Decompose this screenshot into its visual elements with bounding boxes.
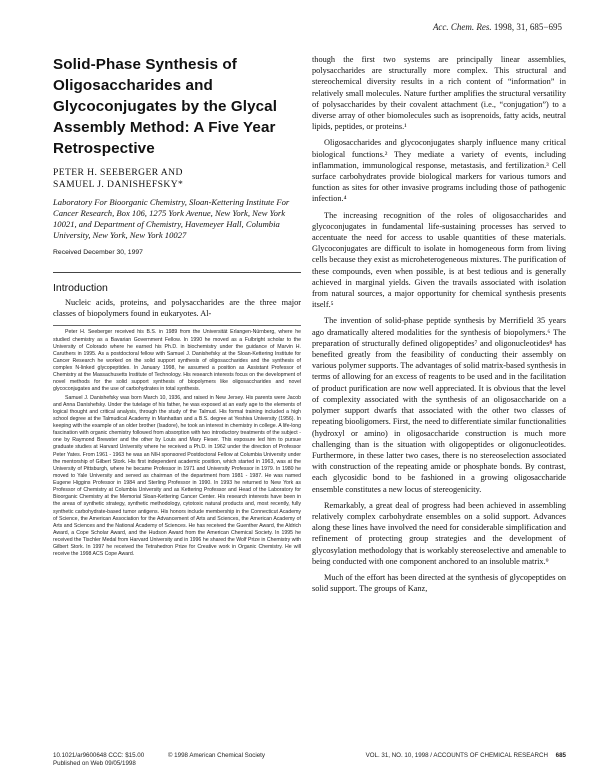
journal-header (433, 22, 562, 32)
divider (53, 272, 301, 273)
footer-right (366, 752, 566, 759)
left-column (53, 54, 301, 558)
authors (53, 167, 301, 191)
paragraph-2: Oligosaccharides and glycoconjugates sharply influence many critical biological functions.² They mediate a variety of events, including inflammation, immunological response, metastasis, and fertilization.³ Cell surface carbohydrates provide biological markers for various tumors and function as sites for other invasive programs including those of pathogenic infection.⁴ (312, 138, 566, 204)
paragraph-4: The invention of solid-phase peptide synthesis by Merrifield 35 years ago dramatically altered modalities for the synthesis of biopolymers.⁶ The preparation of structurally defined oligopeptides⁷ and oligonucleotides⁸ has benefited greatly from the feasibility of conducting their assembly on various polymer supports. The advantages of solid matrix-based synthesis in terms of allowing for an excess of reagents to be used and in the facilitation of product purification are now well appreciated. It is obvious that the level of complexity associated with the synthesis of an oligosaccharide on a polymer support dwarfs that associated with the other two classes of repeating biooligomers. First, the need to differentiate similar functionalities (hydroxyl or amino) in oligosaccharide construction is much more challenging than is the situation with oligopeptides or oligonucleotides. Furthermore, in these latter two cases, there is no stereoselection associated with construction of the repeating amide or phosphate bonds. By contrast, each glycosidic bond to be fashioned in a growing oligosaccharide ensemble constitutes a new locus of stereogenicity. (312, 316, 566, 494)
doi: 10.1021/ar9600648 CCC: $15.00 (53, 752, 145, 759)
paragraph-5: Remarkably, a great deal of progress had been achieved in assembling relatively complex carbohydrate ensembles on a solid support. Advances along these lines have involved the need for considerable simplification and refinement of protecting group strategies and the development of glycosylation methodology that is workably stereoselective and amenable to being conducted with one component anchored to an insoluble matrix.⁹ (312, 500, 566, 566)
paragraph-1: though the first two systems are principally linear assemblies, polysaccharides are structurally more complex. This structural and stereochemical diversity results in a rich content of “information” in relatively small molecules. Nature further amplifies the structural versatility of polysaccharides by their covalent attachment (i.e., “conjugation”) to a diverse array of other biomolecules such as isoprenoids, fatty acids, neutral lipids, peptides, or proteins.¹ (312, 55, 566, 132)
paragraph-6: Much of the effort has been directed at the synthesis of glycopeptides on solid support. The groups of Kanz, (312, 572, 566, 594)
article-title: Solid-Phase Synthesis of Oligosaccharides and Glycoconjugates by the Glycal Assembly Method: A Five Year Retrospective (53, 56, 278, 157)
paragraph-3: The increasing recognition of the roles of oligosaccharides and glycoconjugates in fundamental life-sustaining processes has served to accentuate the need for access to usable quantities of these materials. Glycoconjugates are difficult to isolate in homogeneous form from living cells because they exist as microheterogeneous mixtures. The purification of these compounds, even when possible, is at best tedious and is generally achieved in marginal yields. Given the travails associated with isolation from natural sources, a major opportunity for chemical synthesis presents itself.⁵ (312, 210, 566, 310)
intro-paragraph: Nucleic acids, proteins, and polysaccharides are the three major classes of biopolymers found in eukaryotes. Al- (53, 298, 301, 319)
author-line-2: SAMUEL J. DANISHEFSKY* (53, 179, 184, 190)
page-number: 685 (555, 752, 566, 759)
author-line-1: PETER H. SEEBERGER AND (53, 167, 183, 178)
footer-left (53, 752, 265, 768)
affiliation: Laboratory For Bioorganic Chemistry, Sloan-Kettering Institute For Cancer Research, Box 106, 1275 York Avenue, New York, New York 10021, and Department of Chemistry, Havemeyer Hall, Columbia University, New York, New York 10027 (53, 197, 290, 240)
bio-divider (53, 325, 301, 326)
right-column (312, 54, 566, 594)
citation: 1998, 31, 685−695 (493, 22, 562, 32)
section-heading-introduction: Introduction (53, 282, 108, 294)
journal-name: Acc. Chem. Res. (432, 22, 492, 32)
volume-info: VOL. 31, NO. 10, 1998 / ACCOUNTS OF CHEMICAL RESEARCH (365, 752, 548, 759)
bio-seeberger: Peter H. Seeberger received his B.S. in 1989 from the Universität Erlangen-Nürnberg, where he studied chemistry as a Bavarian Government Fellow. In 1990 he moved as a Fulbright scholar to the University of Colorado where he earned his Ph.D. in biochemistry under the guidance of Marvin H. Caruthers in 1995. As a postdoctoral fellow with Samuel J. Danishefsky at the Sloan-Kettering Institute for Cancer Research he worked on the solid support synthesis of oligosaccharides and the synthesis of complex N-linked glycopeptides. In January 1998, he assumed a position as Assistant Professor of Chemistry at the Massachusetts Institute of Technology. His research interests focus on the development of novel methods for the solid support synthesis of biopolymers like oligosaccharides and novel glycoconjugates and the use of carbohydrates in total synthesis. (53, 329, 301, 393)
copyright: © 1998 American Chemical Society (167, 752, 265, 759)
published-date: Published on Web 09/05/1998 (53, 760, 136, 767)
received-date: Received December 30, 1997 (53, 249, 143, 256)
bio-danishefsky: Samuel J. Danishefsky was born March 10, 1936, and raised in New Jersey. His parents were Jacob and Anna Danishefsky. Under the tutelage of his father, he was exposed at an early age to the elements of logical thought and critical analysis, through the study of the Talmud. His formal training included a high school degree at the Talmudical Academy in Manhattan and a B.S. degree at Yeshiva University (1956). In keeping with the example of an older brother (Isadore), he took an interest in chemistry in college. A life-long fascination with organic chemistry followed from absorption with two introductory treatments of the subject - one by Raymond Brewster and the other by Louis and Mary Fieser. This exposure led him to pursue graduate studies at Harvard University where he received a Ph.D. in 1962 under the direction of Professor Peter Yates. From 1961 - 1963 he was an NIH sponsored Postdoctoral Fellow at Columbia University under the mentorship of Gilbert Stork. His first independent academic position, which started in 1963, was at the University of Pittsburgh, where he became Professor in 1971 and University Professor in 1979. In 1980 he moved to Yale University and served as chairman of the department from 1981 - 1987. He was named Eugene Higgins Professor in 1984 and Sterling Professor in 1990. In 1993 he returned to New York as Professor of Chemistry at Columbia University and as Kettering Professor and Head of the Laboratory for Bioorganic Chemistry at the Memorial Sloan-Kettering Cancer Center. His research interests have been in the areas of synthetic strategy, synthetic methodology, cytotoxic natural products and, most recently, fully synthetic carbohydrate-based tumor antigens. His honors include membership in the Connecticut Academy of Science, the American Association for the Advancement of Arts and Sciences, the American Academy of Arts and Sciences and the National Academy of Sciences. He has received the Guenther Award, the Aldrich Award, a Cope Scholar Award, and the Hudson Award from the American Chemical Society. In 1995 he received the Tischler Medal from Harvard University and in 1996 he shared the Wolf Prize in Chemistry with Gilbert Stork. In 1997 he received the Tetrahedron Prize for Creative work in Organic Chemistry. He will receive the 1998 ACS Cope Award. (53, 394, 301, 558)
